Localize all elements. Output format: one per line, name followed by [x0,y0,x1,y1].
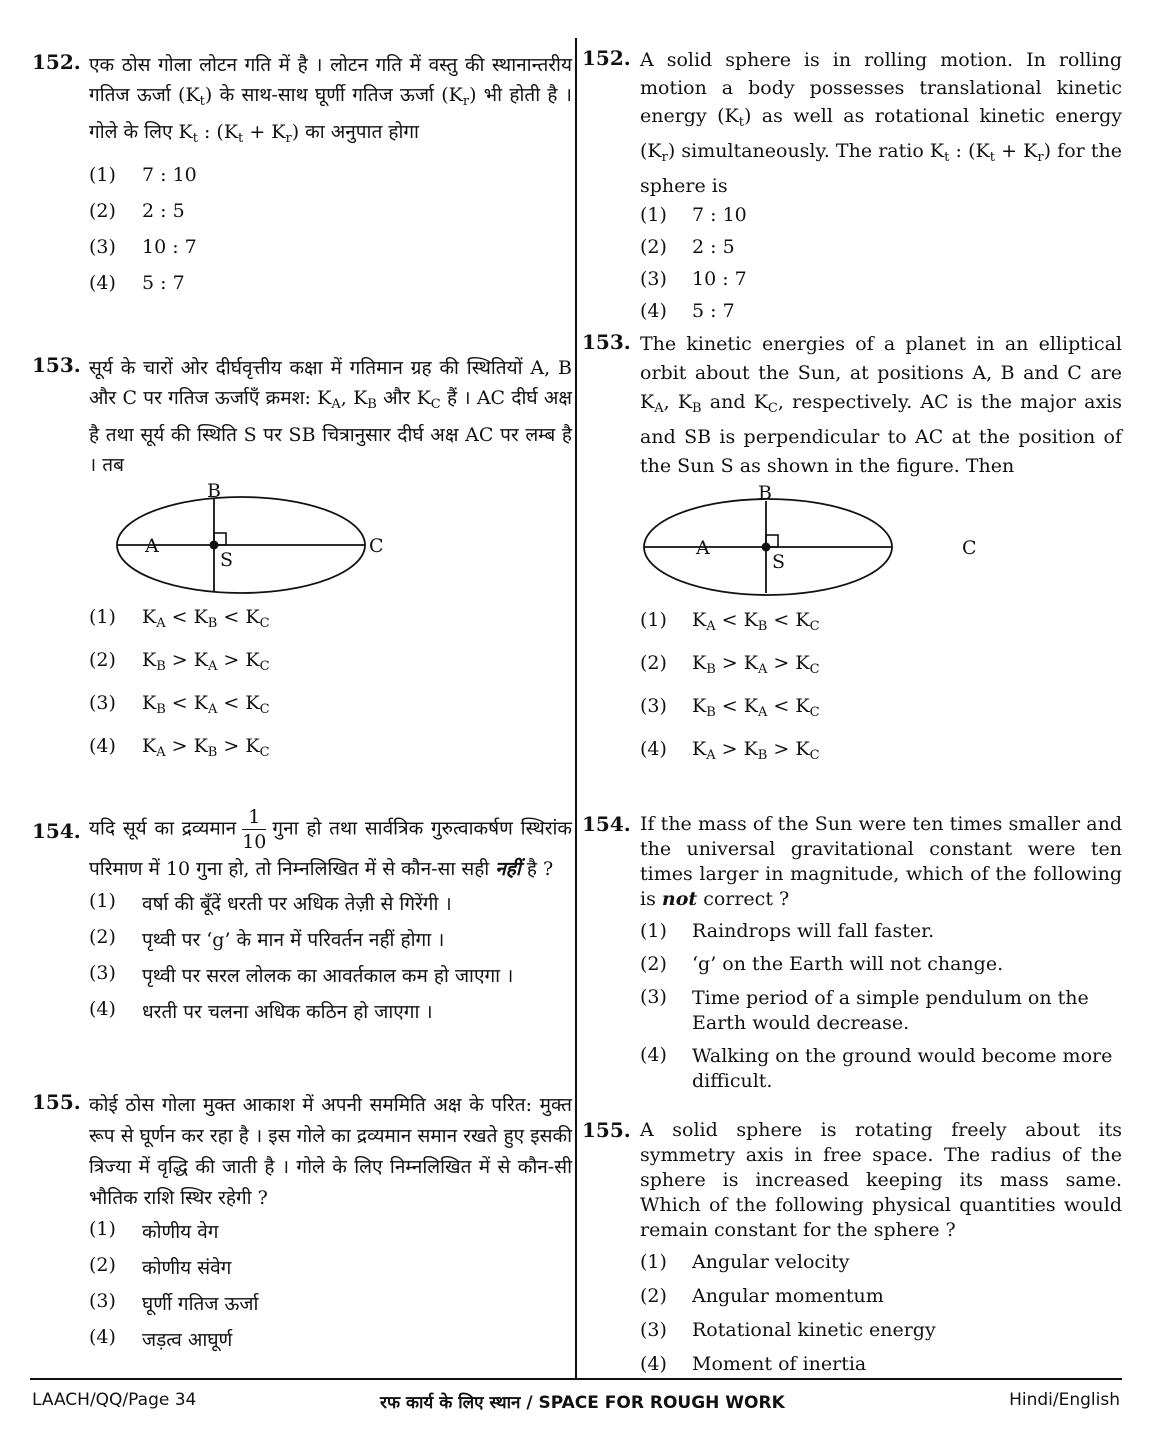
option: (2) $K_B > K_A > K_C$ [89,649,270,674]
question-number: 154. [582,812,631,836]
question-152-english [582,46,1122,332]
column-divider [575,38,577,1378]
question-text: एक ठोस गोला लोटन गति में है । लोटन गति में वस्तु की स्थानान्तरीय गतिज ऊर्जा $(K_t)$ के साथ-साथ घूर्णी गतिज ऊर्जा $(K_r)$ भी होती है । गोले के लिए $K_t$ : $(K_t + K_r)$ का अनुपात होगा [89,54,572,146]
question-text: कोई ठोस गोला मुक्त आकाश में अपनी सममिति अक्ष के परित: मुक्त रूप से घूर्णन कर रहा है । इस गोले का द्रव्यमान समान रखते हुए इसकी त्रिज्या में वृद्धि की जाती है । गोले के लिए निम्नलिखित में से कौन-सी भौतिक राशि स्थिर रहेगी ? [89,1094,572,1209]
question-number: 155. [582,1118,631,1142]
question-number: 152. [582,46,631,70]
option: (2) $K_B > K_A > K_C$ [640,652,820,677]
label-C: C [369,535,384,557]
sun-point [762,543,771,552]
sun-point [210,541,219,550]
option: (1) Raindrops will fall faster. [640,920,935,942]
option: (3) Rotational kinetic energy [640,1319,936,1341]
option: (3) 10 : 7 [89,236,197,258]
question-number: 152. [32,50,81,74]
option: (1) 7 : 10 [89,164,197,186]
option: (2) कोणीय संवेग [89,1254,232,1279]
option: (1) $K_A < K_B < K_C$ [89,606,270,631]
option: (3) Time period of a simple pendulum on the Earth would decrease. [640,986,1089,1034]
option: (1) 7 : 10 [640,204,747,226]
option: (3) घूर्णी गतिज ऊर्जा [89,1290,259,1315]
question-text: यदि सूर्य का द्रव्यमान $\frac{1}{10}$ गुना हो तथा सार्वत्रिक गुरुत्वाकर्षण स्थिरांक परिमाण में 10 गुना हो, तो निम्नलिखित में से कौन-सा सही नहीं है ? [89,806,572,880]
page-footer [30,1390,1122,1416]
option: (1) वर्षा की बूँदें धरती पर अधिक तेज़ी से गिरेंगी । [89,890,452,915]
option: (2) 2 : 5 [640,236,735,258]
question-155-english [582,1118,1122,1387]
question-155-hindi [32,1090,572,1362]
option: (3) 10 : 7 [640,268,747,290]
question-text: सूर्य के चारों ओर दीर्घवृत्तीय कक्षा में गतिमान ग्रह की स्थितियों A, B और C पर गतिज ऊर्जाएँ क्रमश: $K_A$, $K_B$ और $K_C$ हैं । AC दीर्घ अक्ष है तथा सूर्य की स्थिति S पर SB चित्रानुसार दीर्घ अक्ष AC पर लम्ब है । तब [89,357,572,476]
question-number: 153. [32,353,81,377]
fraction-one-tenth: $\frac{1}{10}$ [242,806,267,853]
option: (3) पृथ्वी पर सरल लोलक का आवर्तकाल कम हो जाएगा । [89,962,514,987]
question-text: A solid sphere is in rolling motion. In rolling motion a body possesses translational kinetic energy $(K_t)$ as well as rotational kinetic energy $(K_r)$ simultaneously. The ratio $K_t$ : $(K_t + K_r)$ for the sphere is [640,49,1122,197]
language-label: Hindi/English [1009,1390,1120,1410]
orbit-diagram [89,480,389,598]
question-text: If the mass of the Sun were ten times smaller and the universal gravitational constant were ten times larger in magnitude, which of the following is not correct ? [640,813,1122,910]
option: (1) कोणीय वेग [89,1218,219,1243]
question-number: 155. [32,1090,81,1114]
label-B: B [758,482,772,504]
rough-work-label: रफ कार्य के लिए स्थान / SPACE FOR ROUGH WORK [380,1393,785,1413]
option: (4) 5 : 7 [89,272,185,294]
question-text: The kinetic energies of a planet in an elliptical orbit about the Sun, at positions A, B and C are $K_A$, $K_B$ and $K_C$, respectively. AC is the major axis and SB is perpendicular to AC at the position of the Sun S as shown in the figure. Then [640,333,1123,477]
option: (1) Angular velocity [640,1251,850,1273]
option: (4) जड़त्व आघूर्ण [89,1326,233,1351]
option: (4) $K_A > K_B > K_C$ [89,735,270,760]
question-152-hindi [32,50,572,308]
option: (4) धरती पर चलना अधिक कठिन हो जाएगा । [89,998,433,1023]
question-153-english [582,330,1122,781]
orbit-diagram [640,481,977,599]
question-number: 154. [32,819,81,843]
option: (4) Moment of inertia [640,1353,867,1375]
option: (2) पृथ्वी पर ‘g’ के मान में परिवर्तन नहीं होगा । [89,926,445,951]
label-S: S [772,551,786,573]
option: (4) $K_A > K_B > K_C$ [640,738,820,763]
option: (2) Angular momentum [640,1285,884,1307]
option: (3) $K_B < K_A < K_C$ [640,695,820,720]
option: (2) ‘g’ on the Earth will not change. [640,953,1004,975]
label-C: C [962,537,977,559]
option: (4) Walking on the ground would become more difficult. [640,1044,1113,1092]
label-S: S [220,549,234,571]
label-A: A [145,535,159,557]
option: (3) $K_B < K_A < K_C$ [89,692,270,717]
question-text: A solid sphere is rotating freely about its symmetry axis in free space. The radius of the sphere is increased keeping its mass same. Which of the following physical quantities would remain constant for the sphere ? [640,1119,1122,1241]
option: (2) 2 : 5 [89,200,185,222]
option: (4) 5 : 7 [640,300,735,322]
question-154-english [582,812,1122,1102]
label-A: A [696,537,710,559]
question-153-hindi [32,353,572,778]
page-code: LAACH/QQ/Page 34 [32,1390,197,1410]
label-B: B [207,480,221,502]
question-154-hindi [32,805,572,1034]
question-number: 153. [582,330,631,354]
option: (1) $K_A < K_B < K_C$ [640,609,820,634]
